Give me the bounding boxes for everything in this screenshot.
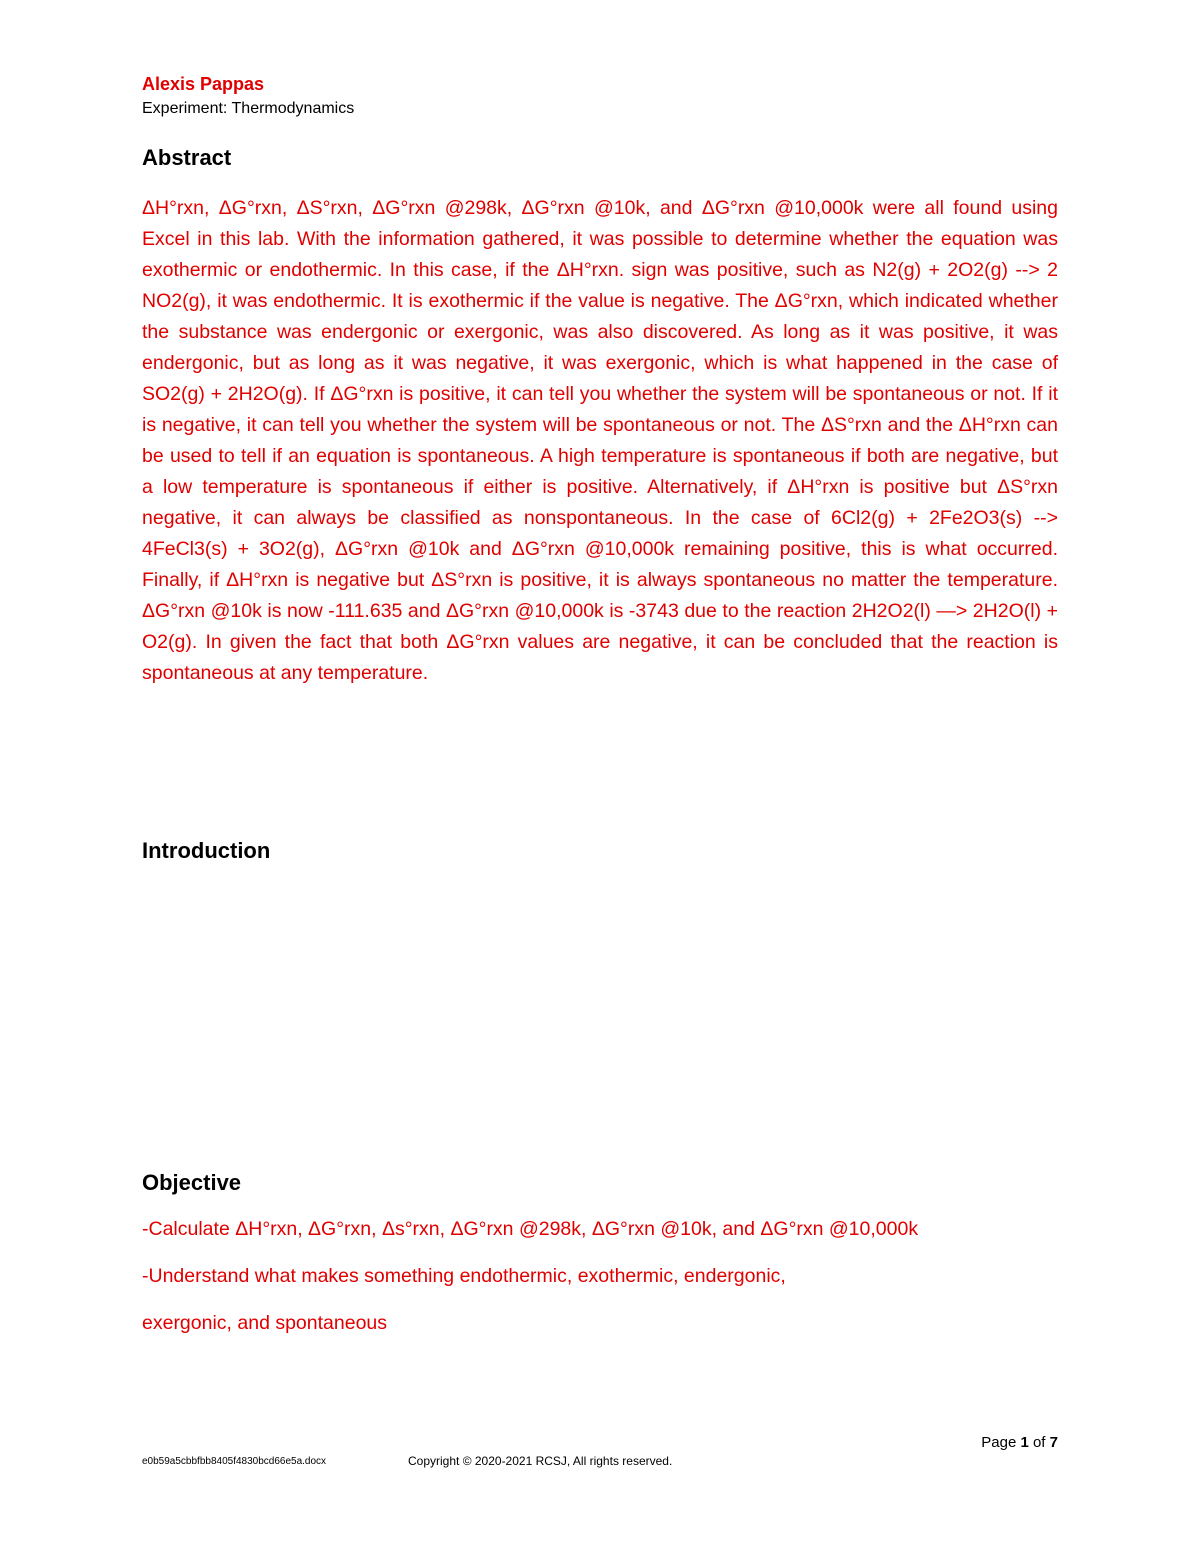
objective-line-continuation: exergonic, and spontaneous — [142, 1312, 388, 1334]
abstract-paragraph: ΔH°rxn, ΔG°rxn, ΔS°rxn, ΔG°rxn @298k, ΔG°rxn @10k, and ΔG°rxn @10,000k were all found using Excel in this lab. With the information gathered, it was possible to determine whether the equation was exothermic or endothermic. In this case, if the ΔH°rxn. sign was positive, such as N2(g) + 2O2(g) --> 2 NO2(g), it was endothermic. It is exothermic if the value is negative. The ΔG°rxn, which indicated whether the substance was endergonic or exergonic, was also discovered. As long as it was positive, it was endergonic, but as long as it was negative, it was exergonic, which is what happened in the case of SO2(g) + 2H2O(g). If ΔG°rxn is positive, it can tell you whether the system will be spontaneous or not. If it is negative, it can tell you whether the system will be spontaneous or not. The ΔS°rxn and the ΔH°rxn can be used to tell if an equation is spontaneous. A high temperature is spontaneous if both are negative, but a low temperature is spontaneous if either is positive. Alternatively, if ΔH°rxn is positive but ΔS°rxn negative, it can always be classified as nonspontaneous. In the case of 6Cl2(g) + 2Fe2O3(s) --> 4FeCl3(s) + 3O2(g), ΔG°rxn @10k and ΔG°rxn @10,000k remaining positive, this is what occurred. Finally, if ΔH°rxn is negative but ΔS°rxn is positive, it is always spontaneous no matter the temperature. ΔG°rxn @10k is now -111.635 and ΔG°rxn @10,000k is -3743 due to the reaction 2H2O2(l) —> 2H2O(l) + O2(g). In given the fact that both ΔG°rxn values are negative, it can be concluded that the reaction is spontaneous at any temperature. — [142, 197, 1058, 684]
author-name: Alexis Pappas — [142, 74, 265, 94]
introduction-heading: Introduction — [142, 838, 271, 863]
page-total: 7 — [1049, 1434, 1058, 1451]
abstract-heading: Abstract — [142, 145, 232, 170]
copyright-notice: Copyright © 2020-2021 RCSJ, All rights reserved. — [408, 1454, 673, 1468]
experiment-title: Experiment: Thermodynamics — [142, 100, 355, 117]
page-of: of — [1028, 1434, 1050, 1451]
objective-line-calculate: -Calculate ΔH°rxn, ΔG°rxn, Δs°rxn, ΔG°rxn @298k, ΔG°rxn @10k, and ΔG°rxn @10,000k — [142, 1218, 919, 1240]
page-number — [981, 1434, 1058, 1451]
objective-heading: Objective — [142, 1170, 242, 1195]
document-filename: e0b59a5cbbfbb8405f4830bcd66e5a.docx — [142, 1456, 327, 1467]
objective-line-understand: -Understand what makes something endothermic, exothermic, endergonic, — [142, 1265, 786, 1287]
page-prefix: Page — [981, 1434, 1021, 1451]
page-current: 1 — [1020, 1434, 1029, 1451]
